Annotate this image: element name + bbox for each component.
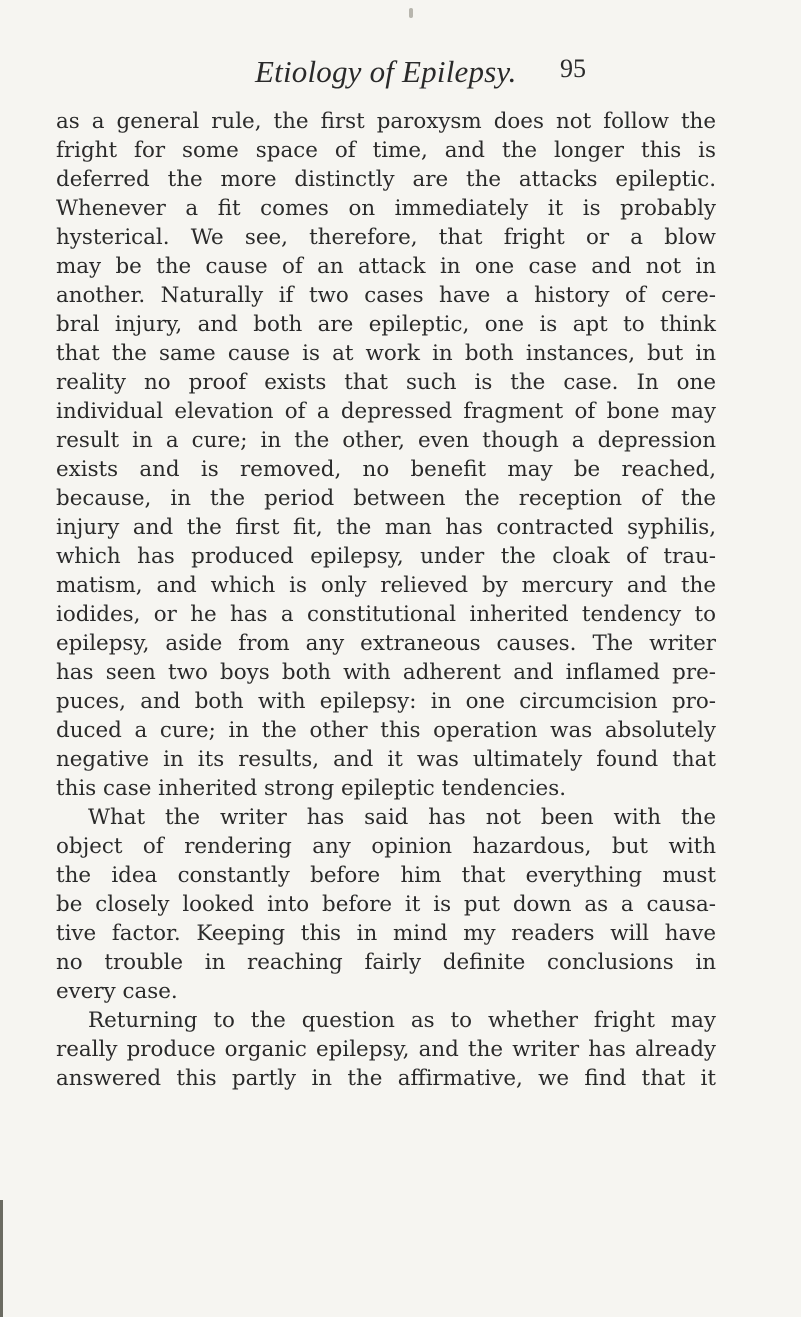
text-line: duced a cure; in the other this operation was absolutely [56,718,716,743]
text-line: really produce organic epilepsy, and the writer has already [56,1037,716,1062]
text-line: has seen two boys both with adherent and inflamed pre- [56,660,716,685]
text-line: this case inherited strong epileptic tendencies. [56,776,566,801]
text-line: may be the cause of an attack in one case and not in [56,254,716,279]
text-line: object of rendering any opinion hazardous, but with [56,834,716,859]
text-line: puces, and both with epilepsy: in one circumcision pro- [56,689,716,714]
text-line: reality no proof exists that such is the case. In one [56,370,716,395]
page-number: 95 [560,54,586,83]
paragraph-start-line: Returning to the question as to whether fright may [88,1008,716,1033]
text-line: Whenever a fit comes on immediately it is probably [56,196,716,221]
paper-speck [409,8,413,18]
text-line: answered this partly in the affirmative, we find that it [56,1066,716,1091]
text-line: individual elevation of a depressed fragment of bone may [56,399,716,424]
text-line: result in a cure; in the other, even though a depression [56,428,716,453]
page-header [0,50,801,90]
text-line: exists and is removed, no benefit may be reached, [56,457,716,482]
text-line: which has produced epilepsy, under the cloak of trau- [56,544,716,569]
text-line: iodides, or he has a constitutional inherited tendency to [56,602,716,627]
text-line: deferred the more distinctly are the attacks epileptic. [56,167,716,192]
text-line: another. Naturally if two cases have a history of cere- [56,283,716,308]
body-text [56,107,716,1093]
running-title: Etiology of Epilepsy. [255,54,517,89]
text-line: negative in its results, and it was ultimately found that [56,747,716,772]
text-line: fright for some space of time, and the longer this is [56,138,716,163]
text-line: be closely looked into before it is put down as a causa- [56,892,716,917]
text-line: hysterical. We see, therefore, that fright or a blow [56,225,716,250]
text-line: because, in the period between the reception of the [56,486,716,511]
text-line: injury and the first fit, the man has contracted syphilis, [56,515,716,540]
text-line: that the same cause is at work in both instances, but in [56,341,716,366]
paragraph-start-line: What the writer has said has not been with the [88,805,716,830]
text-line: tive factor. Keeping this in mind my readers will have [56,921,716,946]
text-line: epilepsy, aside from any extraneous causes. The writer [56,631,716,656]
text-line: bral injury, and both are epileptic, one is apt to think [56,312,716,337]
text-line: every case. [56,979,178,1004]
binding-shadow [0,1200,3,1317]
text-line: matism, and which is only relieved by mercury and the [56,573,716,598]
text-line: the idea constantly before him that everything must [56,863,716,888]
text-line: no trouble in reaching fairly definite conclusions in [56,950,716,975]
text-line: as a general rule, the first paroxysm does not follow the [56,109,716,134]
